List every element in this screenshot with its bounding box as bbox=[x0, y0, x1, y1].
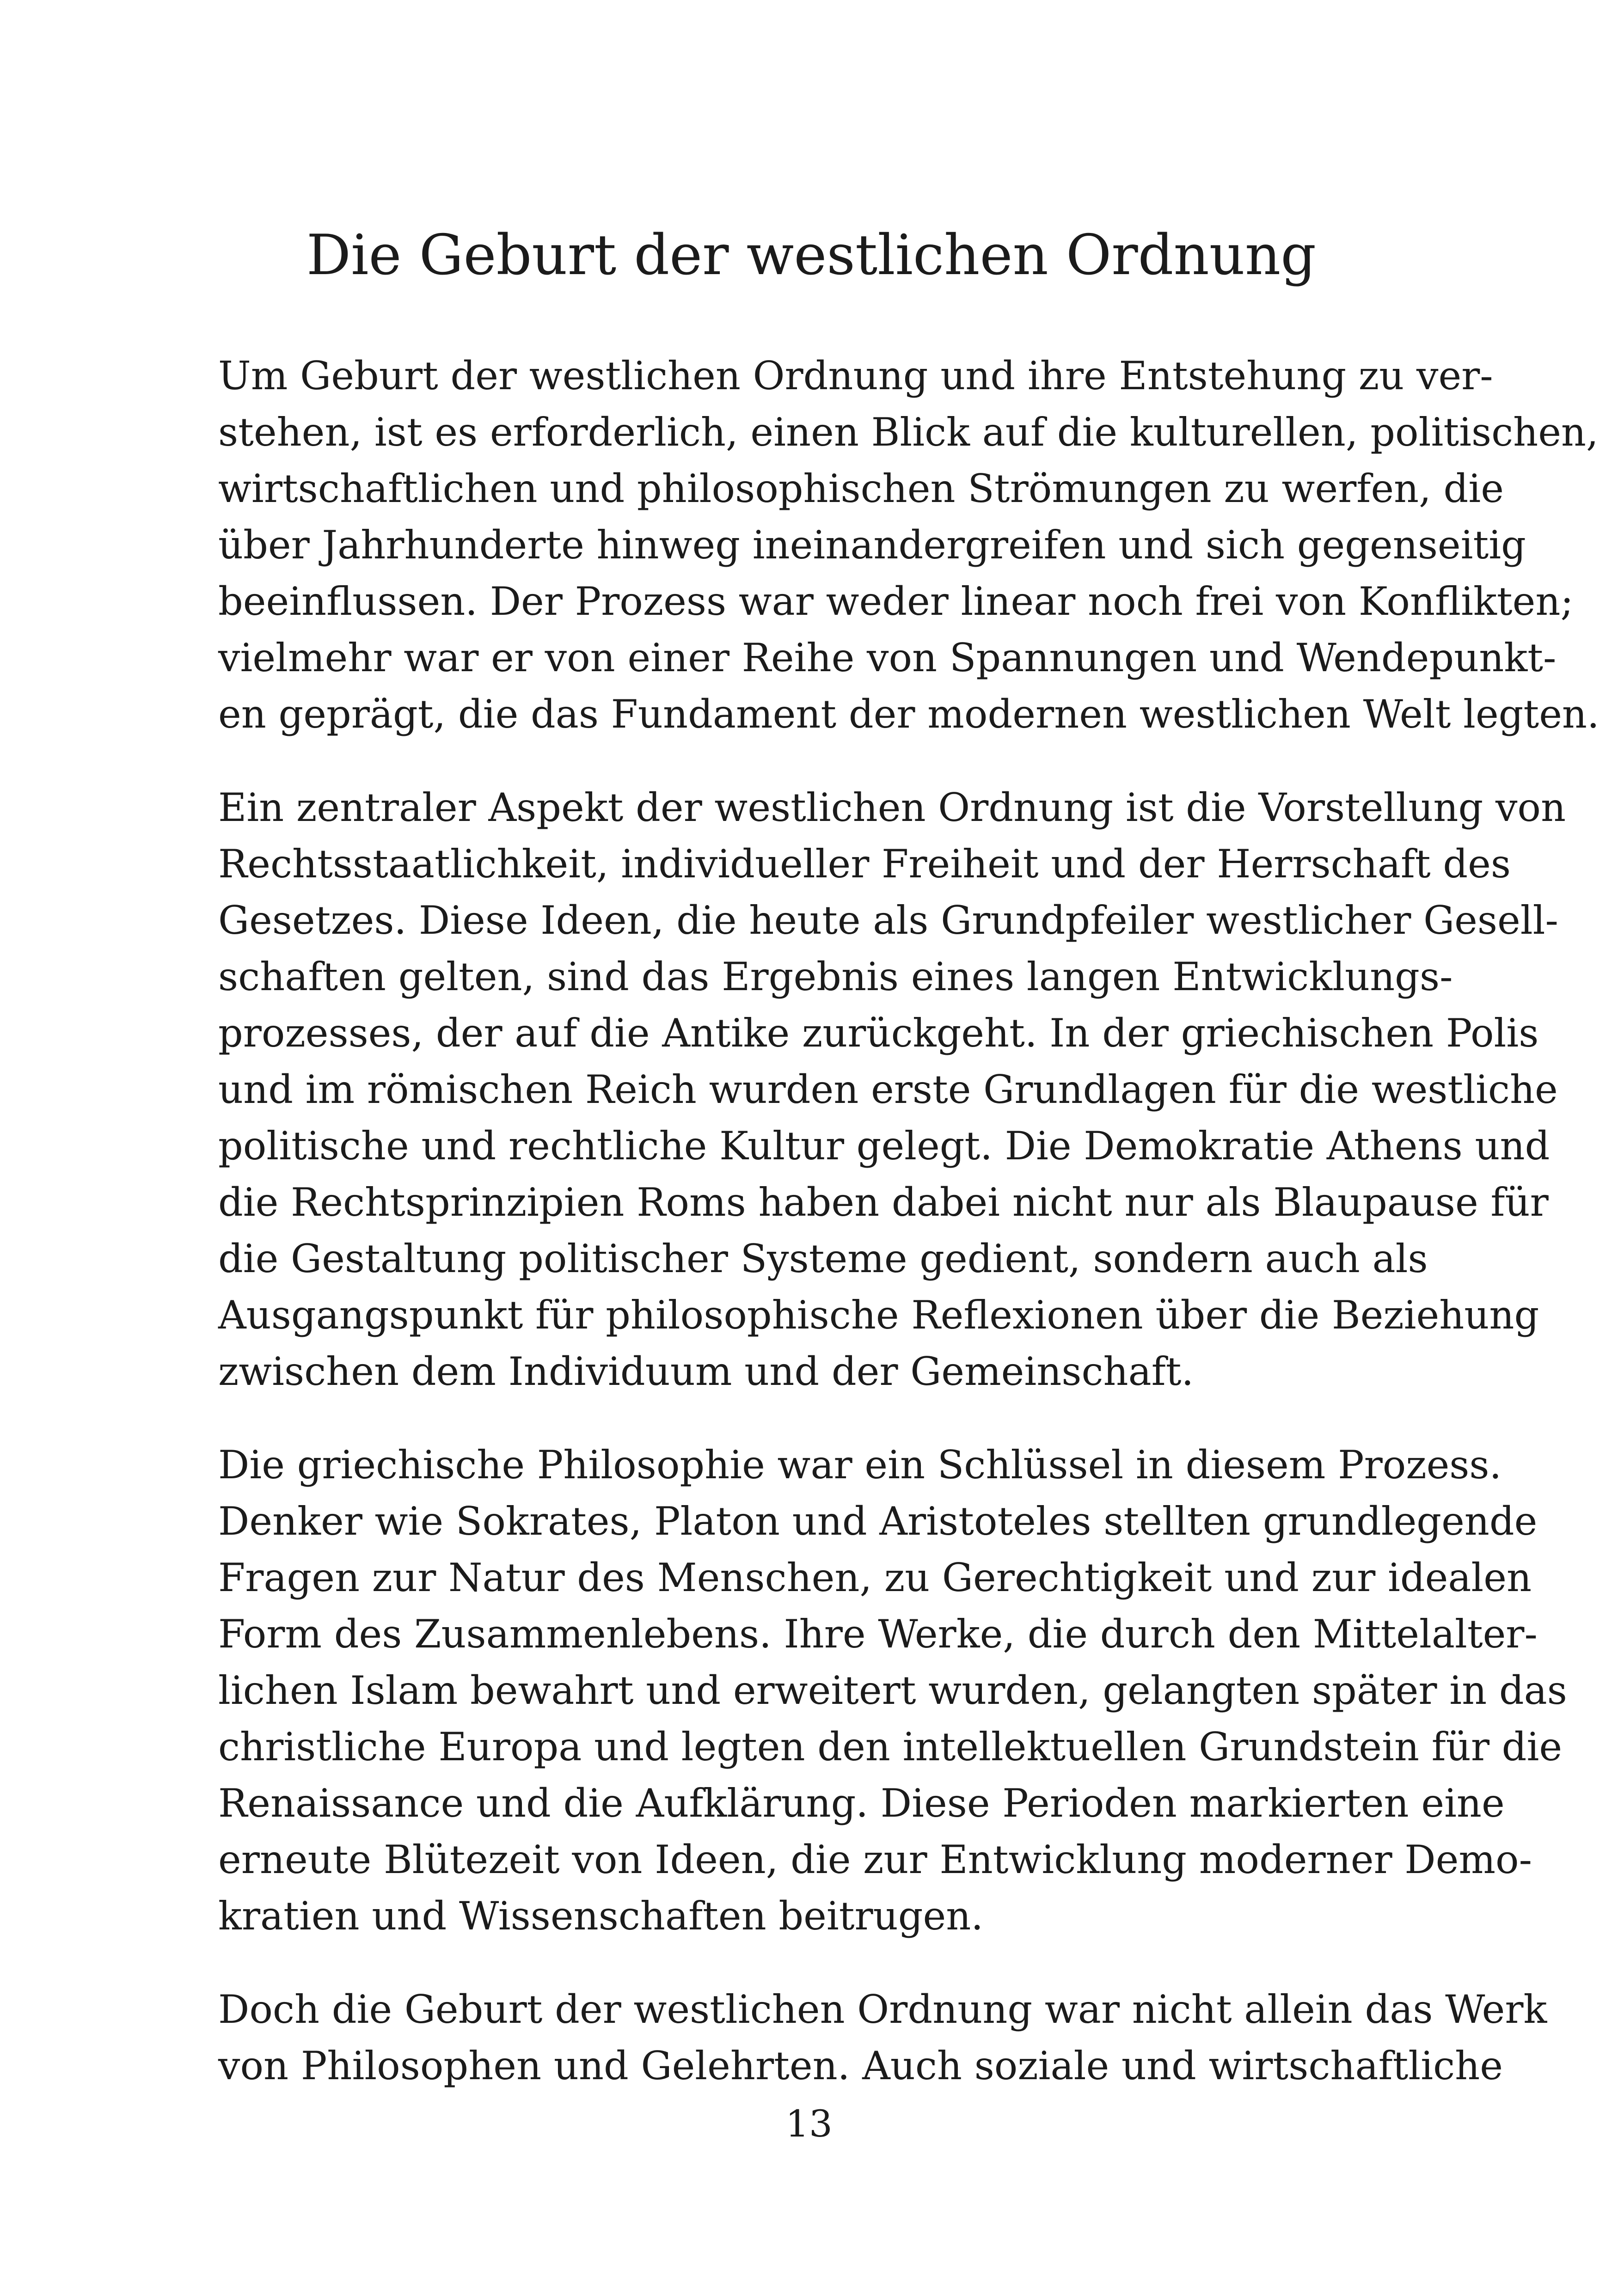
text-line: Gesetzes. Diese Ideen, die heute als Grundpfeiler westlicher Gesell- bbox=[218, 898, 1558, 943]
text-line: Denker wie Sokrates, Platon und Aristoteles stellten grundlegende bbox=[218, 1499, 1538, 1544]
page-number: 13 bbox=[785, 2102, 833, 2145]
text-line: Die griechische Philosophie war ein Schlüssel in diesem Prozess. bbox=[218, 1442, 1502, 1488]
text-line: Ein zentraler Aspekt der westlichen Ordnung ist die Vorstellung von bbox=[218, 785, 1566, 830]
paragraph-2 bbox=[218, 779, 1566, 1400]
paragraph-3 bbox=[218, 1437, 1567, 1944]
text-line: Doch die Geburt der westlichen Ordnung war nicht allein das Werk bbox=[218, 1987, 1547, 2032]
text-line: über Jahrhunderte hinweg ineinandergreifen und sich gegenseitig bbox=[218, 522, 1526, 568]
body-text bbox=[218, 348, 1600, 2131]
text-line: kratien und Wissenschaften beitrugen. bbox=[218, 1893, 984, 1939]
text-line: Rechtsstaatlichkeit, individueller Freiheit und der Herrschaft des bbox=[218, 841, 1511, 887]
text-line: vielmehr war er von einer Reihe von Spannungen und Wendepunkt- bbox=[218, 635, 1557, 680]
text-line: beeinflussen. Der Prozess war weder linear noch frei von Konflikten; bbox=[218, 579, 1574, 624]
paragraph-4 bbox=[218, 1981, 1547, 2094]
chapter-title: Die Geburt der westlichen Ordnung bbox=[306, 223, 1317, 288]
text-line: die Rechtsprinzipien Roms haben dabei nicht nur als Blaupause für bbox=[218, 1180, 1549, 1225]
text-line: wirtschaftlichen und philosophischen Strömungen zu werfen, die bbox=[218, 466, 1504, 511]
text-line: schaften gelten, sind das Ergebnis eines langen Entwicklungs- bbox=[218, 954, 1453, 999]
text-line: stehen, ist es erforderlich, einen Blick auf die kulturellen, politischen, bbox=[218, 410, 1599, 455]
text-line: en geprägt, die das Fundament der modernen westlichen Welt legten. bbox=[218, 692, 1600, 737]
paragraph-1 bbox=[218, 348, 1600, 742]
text-line: Form des Zusammenlebens. Ihre Werke, die durch den Mittelalter- bbox=[218, 1611, 1538, 1657]
text-line: Renaissance und die Aufklärung. Diese Perioden markierten eine bbox=[218, 1781, 1505, 1826]
text-line: und im römischen Reich wurden erste Grundlagen für die westliche bbox=[218, 1067, 1558, 1112]
text-line: erneute Blütezeit von Ideen, die zur Entwicklung moderner Demo- bbox=[218, 1837, 1532, 1882]
text-line: lichen Islam bewahrt und erweitert wurden, gelangten später in das bbox=[218, 1668, 1567, 1713]
text-line: Fragen zur Natur des Menschen, zu Gerechtigkeit und zur idealen bbox=[218, 1555, 1532, 1600]
text-line: die Gestaltung politischer Systeme gedient, sondern auch als bbox=[218, 1236, 1428, 1281]
text-line: prozesses, der auf die Antike zurückgeht. In der griechischen Polis bbox=[218, 1010, 1539, 1056]
text-line: Um Geburt der westlichen Ordnung und ihre Entstehung zu ver- bbox=[218, 353, 1493, 398]
text-line: Ausgangspunkt für philosophische Reflexionen über die Beziehung bbox=[218, 1292, 1539, 1338]
text-line: zwischen dem Individuum und der Gemeinschaft. bbox=[218, 1349, 1194, 1394]
text-line: politische und rechtliche Kultur gelegt. Die Demokratie Athens und bbox=[218, 1123, 1550, 1169]
text-line: christliche Europa und legten den intellektuellen Grundstein für die bbox=[218, 1724, 1563, 1769]
text-line: von Philosophen und Gelehrten. Auch soziale und wirtschaftliche bbox=[218, 2043, 1503, 2088]
